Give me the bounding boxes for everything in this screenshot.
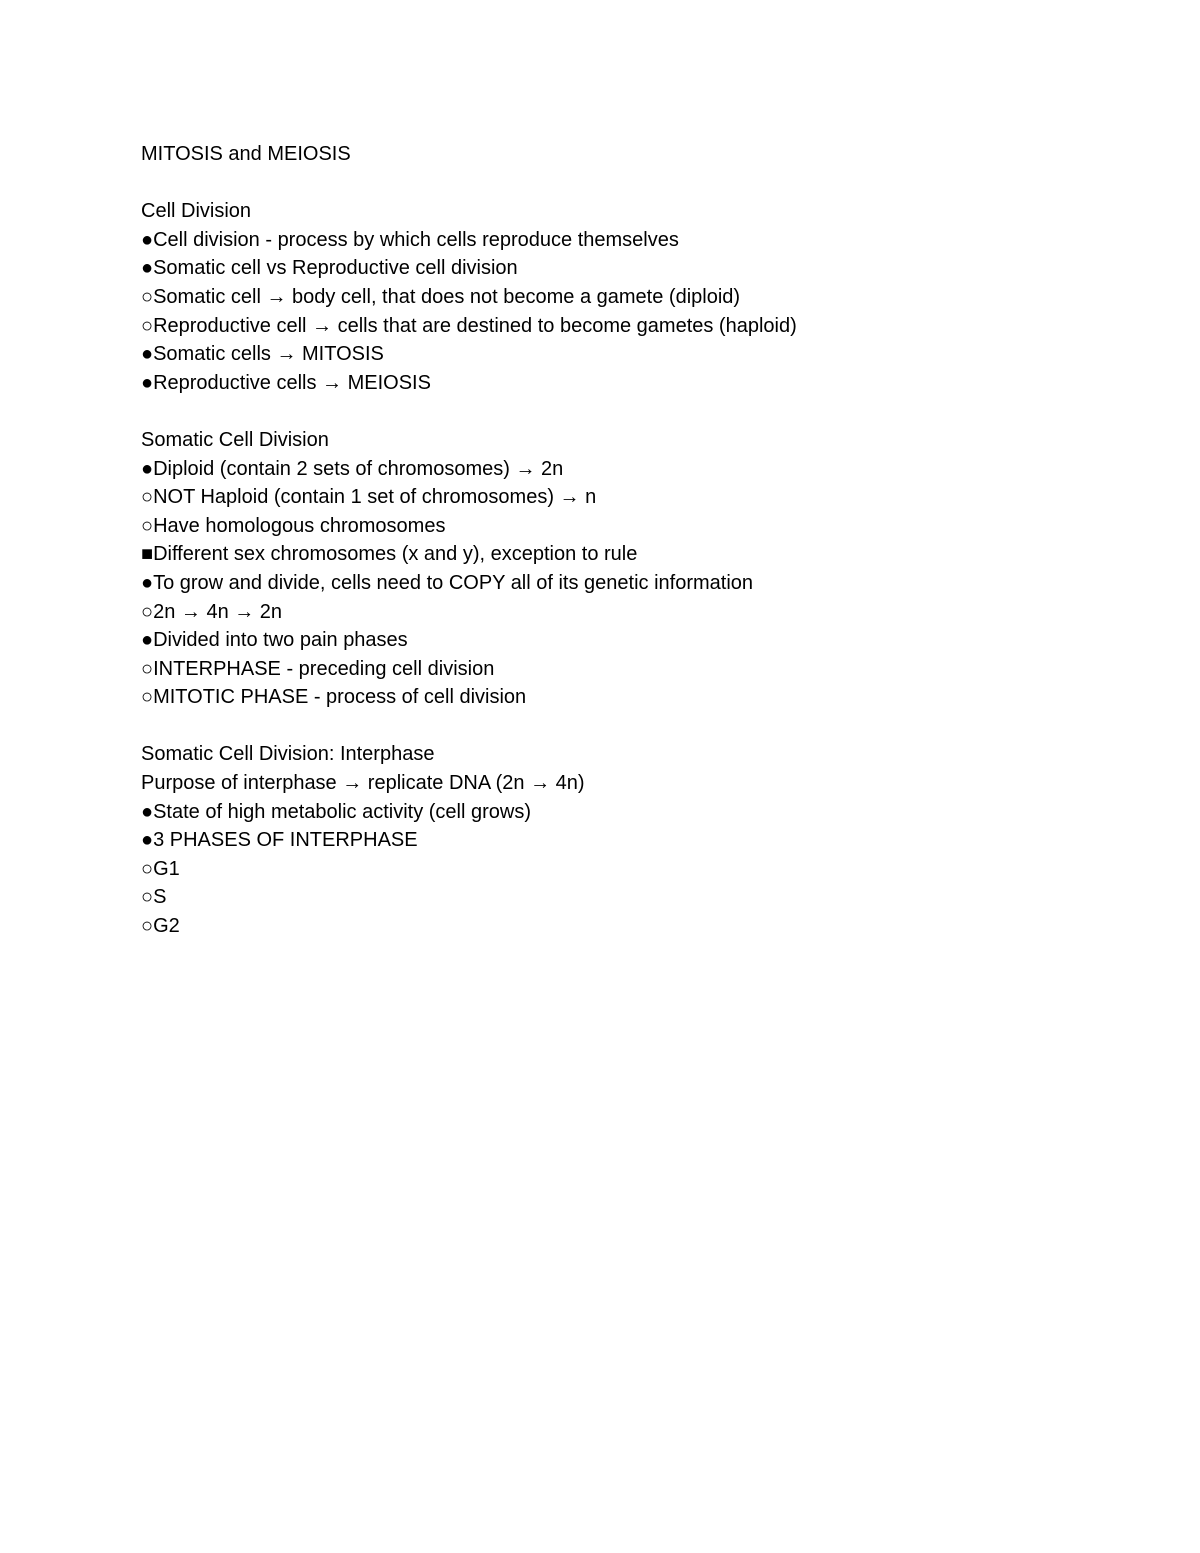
note-line: ●Diploid (contain 2 sets of chromosomes) → 2n [141, 457, 564, 480]
blank-line [141, 712, 1081, 741]
note-line: ○MITOTIC PHASE - process of cell division [141, 686, 527, 709]
note-line: ●To grow and divide, cells need to COPY all of its genetic information [141, 571, 754, 594]
document-body [141, 140, 1081, 941]
note-line: ●Cell division - process by which cells reproduce themselves [141, 228, 679, 251]
note-line: ○S [141, 886, 167, 909]
note-line: ○G1 [141, 857, 180, 880]
note-line: ○Reproductive cell → cells that are destined to become gametes (haploid) [141, 314, 797, 337]
note-line: ●Divided into two pain phases [141, 629, 408, 652]
document-title: MITOSIS and MEIOSIS [141, 143, 351, 165]
section-heading: Somatic Cell Division [141, 428, 329, 451]
note-line: ○Somatic cell → body cell, that does not become a gamete (diploid) [141, 285, 741, 308]
note-line: ○Have homologous chromosomes [141, 514, 446, 537]
note-line: ●Somatic cells → MITOSIS [141, 343, 384, 366]
note-line: ●State of high metabolic activity (cell grows) [141, 800, 532, 823]
blank-line [141, 169, 1081, 198]
note-line: ■Different sex chromosomes (x and y), exception to rule [141, 543, 638, 566]
note-line: ○INTERPHASE - preceding cell division [141, 657, 495, 680]
section-somatic-cell-division [141, 426, 1081, 712]
note-line: Purpose of interphase → replicate DNA (2n → 4n) [141, 772, 585, 795]
note-line: ●Reproductive cells → MEIOSIS [141, 371, 431, 394]
section-heading: Somatic Cell Division: Interphase [141, 743, 435, 766]
note-line: ○2n → 4n → 2n [141, 600, 283, 623]
note-line: ○NOT Haploid (contain 1 set of chromosomes) → n [141, 486, 597, 509]
note-line: ○G2 [141, 915, 180, 938]
note-line: ●Somatic cell vs Reproductive cell division [141, 257, 518, 280]
note-line: ●3 PHASES OF INTERPHASE [141, 829, 418, 852]
section-heading: Cell Division [141, 200, 252, 223]
section-interphase [141, 740, 1081, 940]
section-cell-division [141, 197, 1081, 397]
blank-line [141, 397, 1081, 426]
